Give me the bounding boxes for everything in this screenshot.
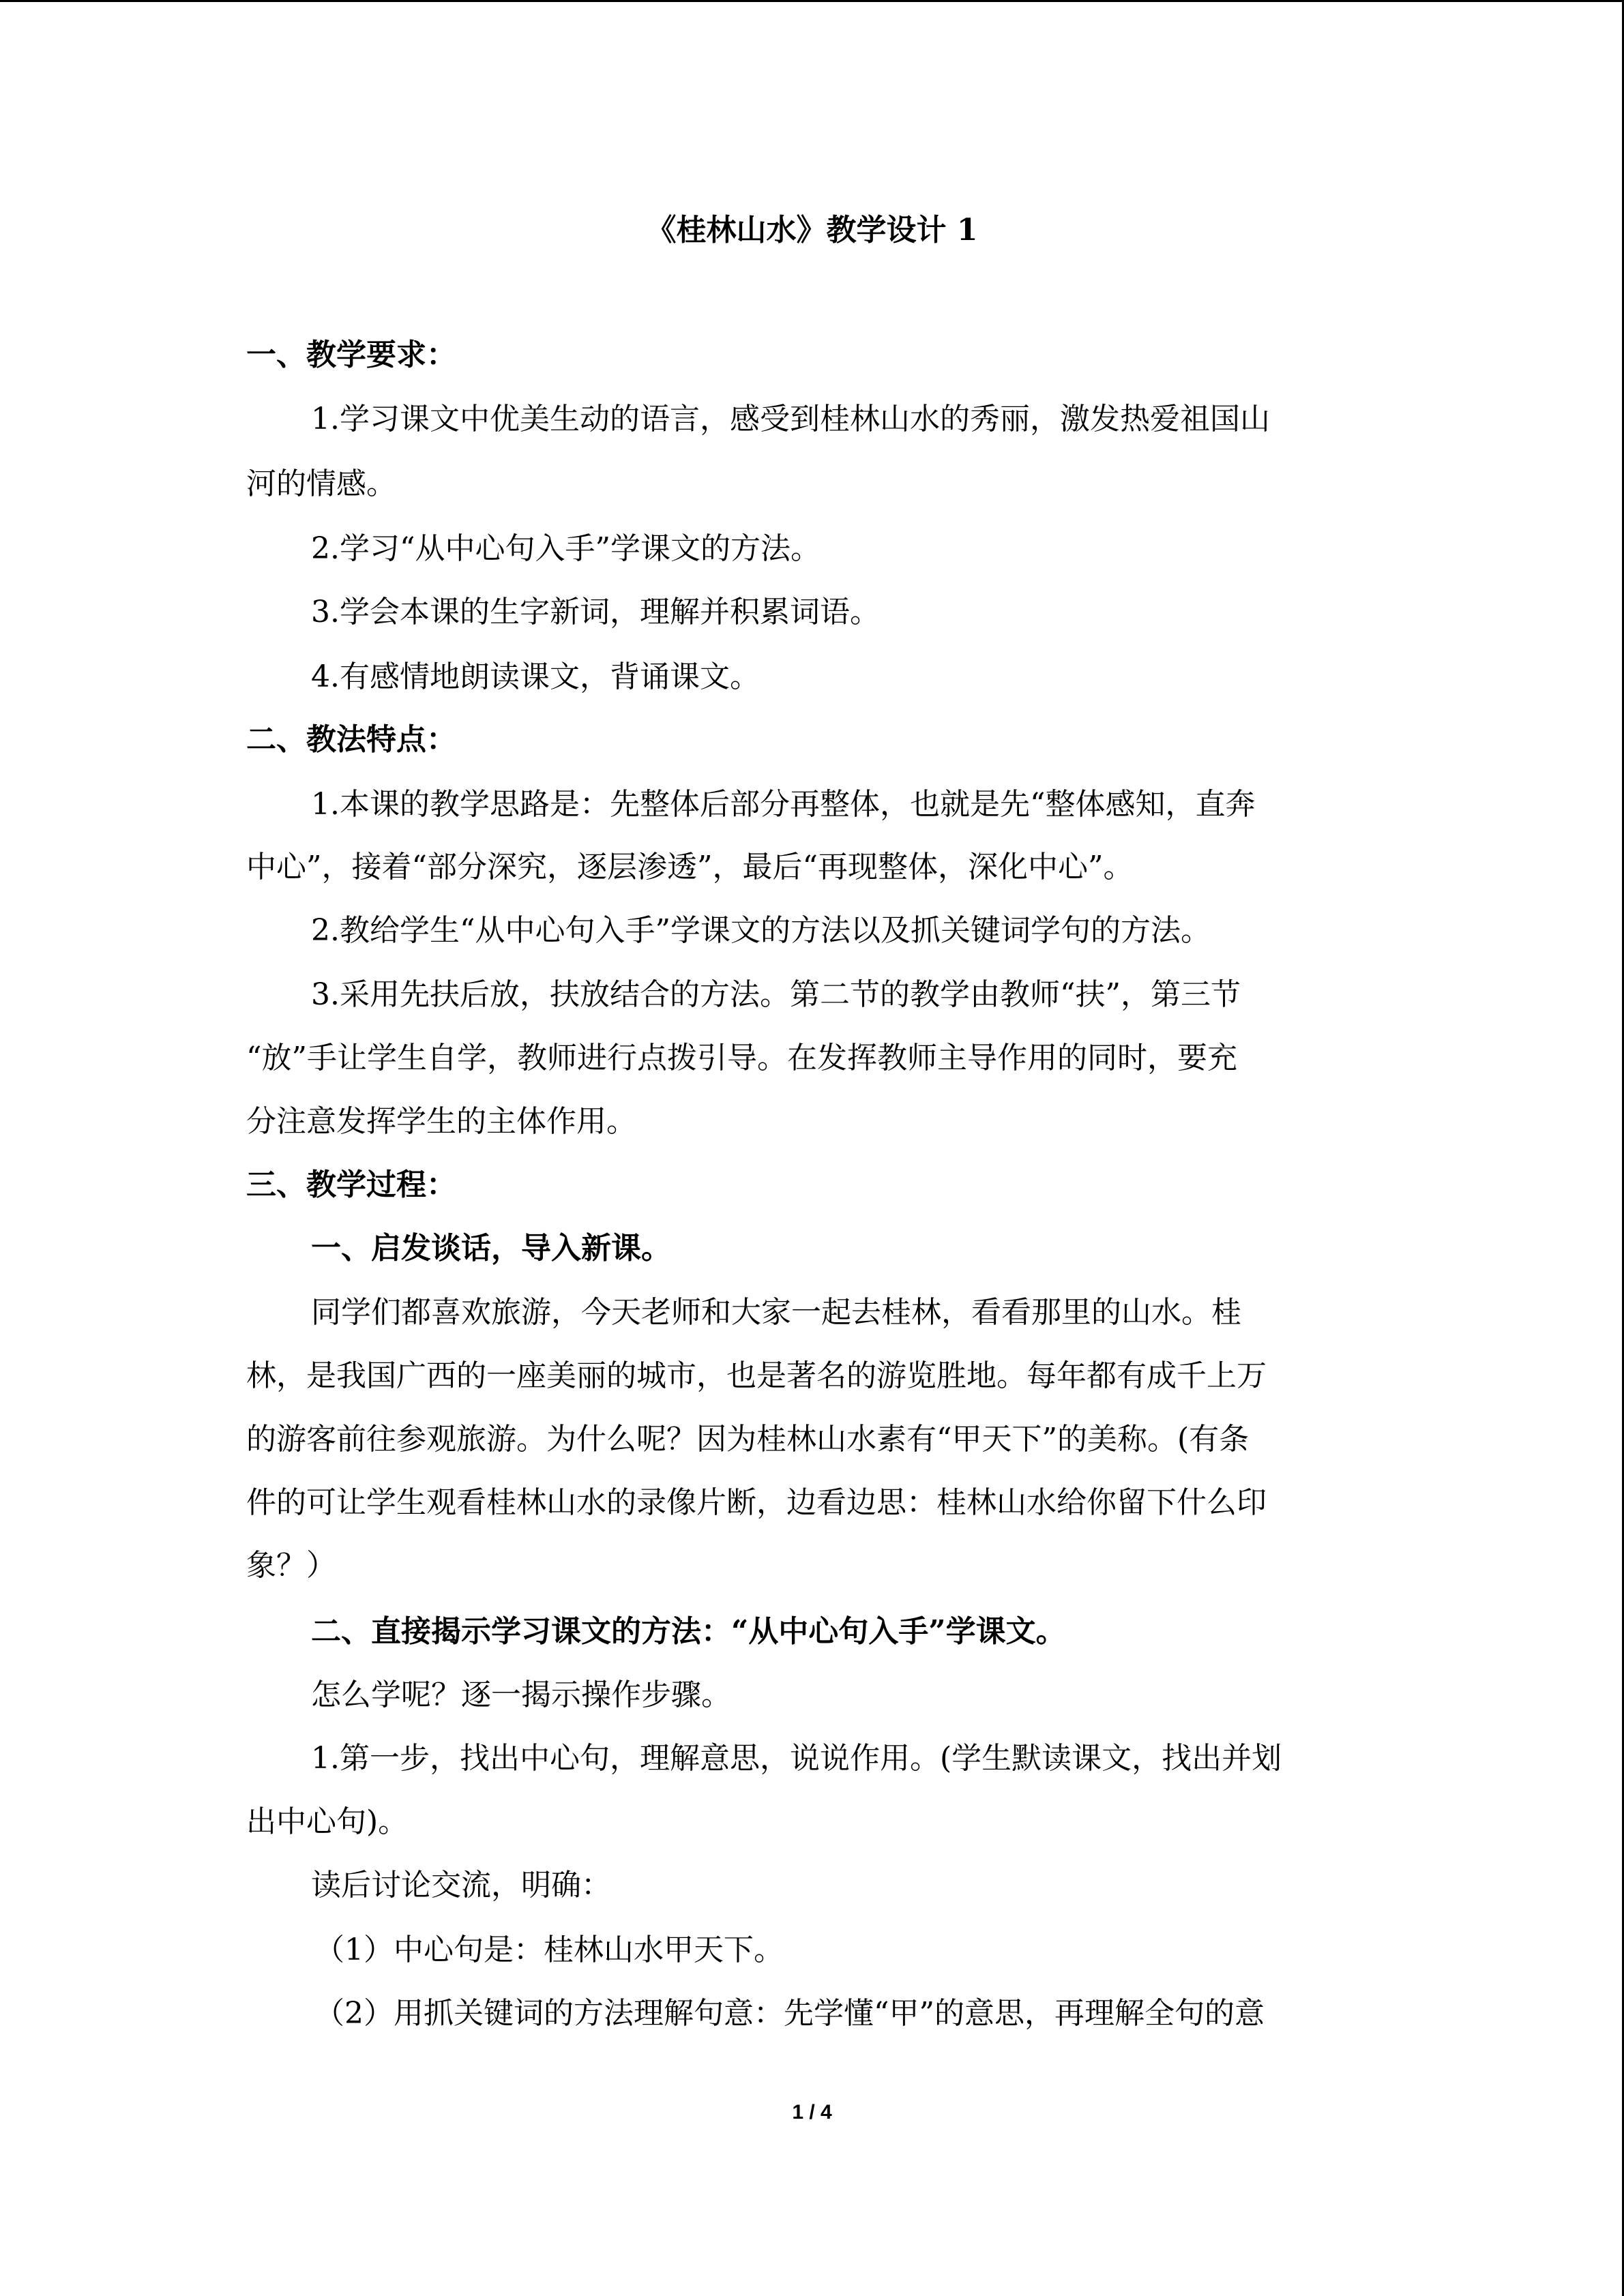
s1-item1-line2: 河的情感。 [246, 466, 396, 501]
s3-sub2-point-1: （1）中心句是：桂林山水甲天下。 [314, 1933, 784, 1967]
s2-item3-line2: “放”手让学生自学，教师进行点拨引导。在发挥教师主导作用的同时，要充 [246, 1041, 1237, 1075]
s2-item1-line1: 1.本课的教学思路是：先整体后部分再整体，也就是先“整体感知，直奔 [311, 787, 1256, 822]
s3-subsection-1-heading: 一、启发谈话，导入新课。 [311, 1231, 671, 1266]
section-2-heading: 二、教法特点： [246, 722, 456, 757]
s3-sub1-paragraph-line5: 象？） [246, 1548, 336, 1583]
s2-item3-line1: 3.采用先扶后放，扶放结合的方法。第二节的教学由教师“扶”，第三节 [311, 977, 1241, 1012]
s3-sub1-paragraph-line1: 同学们都喜欢旅游，今天老师和大家一起去桂林，看看那里的山水。桂 [311, 1295, 1241, 1330]
section-1-heading: 一、教学要求： [246, 338, 456, 372]
s3-sub2-paragraph-2: 读后讨论交流，明确： [311, 1868, 611, 1903]
page-number: 1 / 4 [792, 2101, 832, 2123]
s2-item3-line3: 分注意发挥学生的主体作用。 [246, 1104, 636, 1139]
s3-sub2-step1-line2: 出中心句)。 [246, 1804, 409, 1839]
s3-sub2-point-2: （2）用抓关键词的方法理解句意：先学懂“甲”的意思，再理解全句的意 [314, 1996, 1265, 2031]
s3-sub2-paragraph-1: 怎么学呢？逐一揭示操作步骤。 [311, 1678, 731, 1712]
s1-item4: 4.有感情地朗读课文，背诵课文。 [311, 659, 760, 694]
s3-sub1-paragraph-line4: 件的可让学生观看桂林山水的录像片断，边看边思：桂林山水给你留下什么印 [246, 1485, 1267, 1520]
s3-subsection-2-heading: 二、直接揭示学习课文的方法：“从中心句入手”学课文。 [311, 1614, 1066, 1649]
section-3-heading: 三、教学过程： [246, 1167, 456, 1202]
s3-sub1-paragraph-line2: 林，是我国广西的一座美丽的城市，也是著名的游览胜地。每年都有成千上万 [246, 1358, 1267, 1393]
s1-item1-line1: 1.学习课文中优美生动的语言，感受到桂林山水的秀丽，激发热爱祖国山 [311, 402, 1270, 436]
s3-sub1-paragraph-line3: 的游客前往参观旅游。为什么呢？因为桂林山水素有“甲天下”的美称。(有条 [246, 1422, 1250, 1457]
document-title: 《桂林山水》教学设计 1 [646, 213, 978, 248]
s1-item3: 3.学会本课的生字新词，理解并积累词语。 [311, 595, 880, 629]
s2-item2: 2.教给学生“从中心句入手”学课文的方法以及抓关键词学句的方法。 [311, 913, 1211, 948]
s2-item1-line2: 中心”，接着“部分深究，逐层渗透”，最后“再现整体，深化中心”。 [246, 850, 1134, 884]
s1-item2: 2.学习“从中心句入手”学课文的方法。 [311, 531, 821, 566]
page-top-border [0, 0, 1624, 2]
s3-sub2-step1-line1: 1.第一步，找出中心句，理解意思，说说作用。(学生默读课文，找出并划 [311, 1741, 1282, 1776]
